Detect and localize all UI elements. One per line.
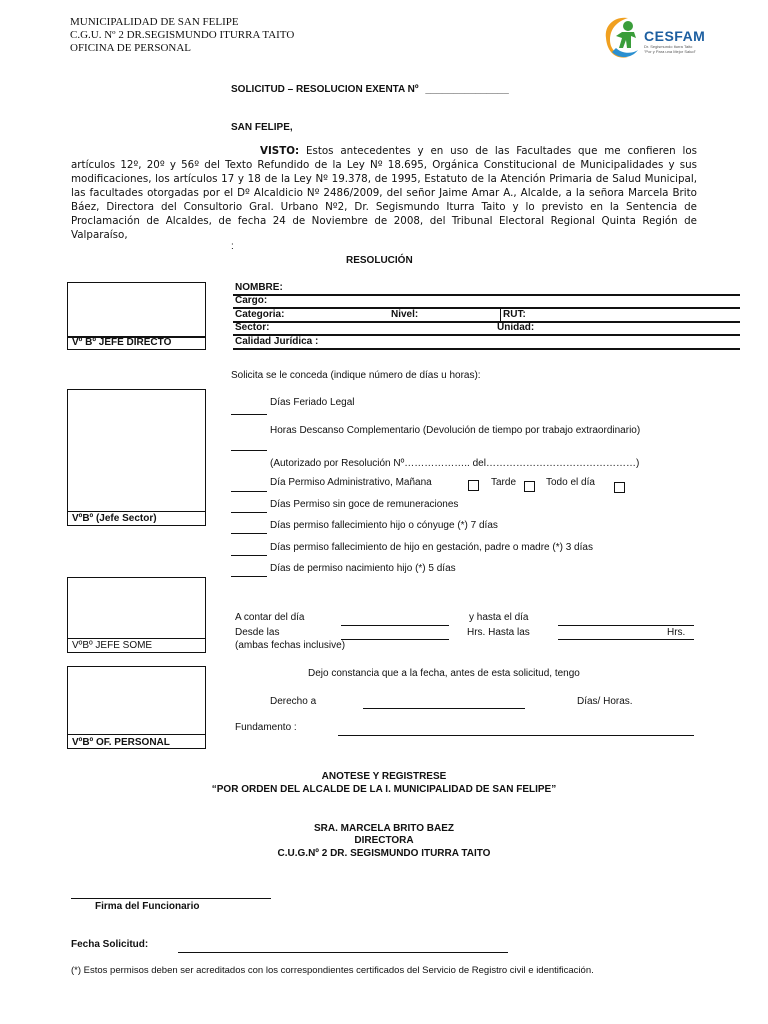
horas-descanso-label: Horas Descanso Complementario (Devolución de tiempo por trabajo extraordinario) bbox=[270, 425, 641, 436]
rut-label: RUT: bbox=[503, 309, 526, 320]
fallecimiento-gestacion-label: Días permiso fallecimiento de hijo en gestación, padre o madre (*) 3 días bbox=[270, 542, 593, 553]
header-block bbox=[70, 16, 294, 55]
sin-goce-label: Días Permiso sin goce de remuneraciones bbox=[270, 499, 459, 510]
logo-title: CESFAM bbox=[644, 28, 706, 44]
nacimiento-label: Días de permiso nacimiento hijo (*) 5 días bbox=[270, 563, 456, 574]
tarde-label: Tarde bbox=[491, 477, 517, 488]
feriado-input-line[interactable] bbox=[231, 414, 267, 415]
tarde-checkbox[interactable] bbox=[524, 481, 535, 492]
fundamento-field[interactable] bbox=[338, 735, 694, 736]
nombre-label: NOMBRE: bbox=[235, 282, 283, 293]
anotese-text: ANOTESE Y REGISTRESE bbox=[321, 771, 447, 782]
document-title-text: SOLICITUD – RESOLUCION EXENTA Nº bbox=[231, 84, 419, 95]
sin-goce-input-line[interactable] bbox=[231, 512, 267, 513]
divider bbox=[67, 511, 206, 512]
nombre-field[interactable] bbox=[233, 294, 740, 296]
visto-label: VISTO: bbox=[260, 145, 300, 157]
cargo-label: Cargo: bbox=[235, 295, 268, 306]
fundamento-label: Fundamento : bbox=[235, 722, 297, 733]
nivel-label: Nivel: bbox=[391, 309, 419, 320]
sector-label: Sector: bbox=[235, 322, 270, 333]
municipality-name: MUNICIPALIDAD DE SAN FELIPE bbox=[70, 16, 239, 28]
fallecimiento-hijo-label: Días permiso fallecimiento hijo o cónyuge (*) 7 días bbox=[270, 520, 498, 531]
todo-dia-checkbox[interactable] bbox=[614, 482, 625, 493]
resolution-number-blank: _______________ bbox=[425, 84, 509, 95]
center-name: C.G.U. Nº 2 DR.SEGISMUNDO ITURRA TAITO bbox=[70, 29, 295, 41]
divider bbox=[67, 638, 206, 639]
fallecimiento-hijo-input-line[interactable] bbox=[231, 533, 267, 534]
constancia-text: Dejo constancia que a la fecha, antes de esta solicitud, tengo bbox=[308, 668, 580, 679]
jefe-sector-signature-box[interactable] bbox=[67, 389, 206, 526]
hrs-label: Hrs. bbox=[667, 627, 686, 638]
visto-text: Estos antecedentes y en uso de las Facultades que me confieren los artículos 12º, 20º y 56º del Texto Refundido de la Ley Nº 18.695, Orgánica Constitucional de Municipalidades y sus modificaciones, los artículos 17 y 18 de la Ley Nº 19.378, de 1995, Estatuto de la Atención Primaria de Salud Municipal, las facultades otorgadas por el Dº Alcaldicio Nº 2486/2009, del señor Jaime Amar A., Alcalde, a la señora Marcela Brito Báez, Directora del Consultorio Gral. Urbano Nº2, Dr. Segismundo Iturra Taito y lo previsto en la Sentencia de Proclamación de Alcaldes, de fecha 24 de Noviembre de 2008, del Tribunal Electoral Regional Quinta Región de Valparaíso, bbox=[71, 145, 697, 241]
request-intro: Solicita se le conceda (indique número de días u horas): bbox=[231, 370, 481, 381]
nacimiento-input-line[interactable] bbox=[231, 576, 267, 577]
autorizado-label: (Autorizado por Resolución Nº……………….. del………………………………………) bbox=[270, 458, 640, 469]
hora-hasta-field[interactable] bbox=[558, 639, 694, 640]
document-title bbox=[231, 84, 509, 95]
dias-horas-label: Días/ Horas. bbox=[577, 696, 633, 707]
a-contar-label: A contar del día bbox=[235, 612, 305, 623]
permiso-admin-input-line[interactable] bbox=[231, 491, 267, 492]
hasta-dia-label: y hasta el día bbox=[469, 612, 529, 623]
todo-dia-label: Todo el día bbox=[546, 477, 595, 488]
feriado-label: Días Feriado Legal bbox=[270, 397, 355, 408]
manana-checkbox[interactable] bbox=[468, 480, 479, 491]
director-org: C.U.G.Nº 2 DR. SEGISMUNDO ITURRA TAITO bbox=[277, 848, 491, 859]
of-personal-label: VºBº OF. PERSONAL bbox=[72, 737, 170, 748]
logo-tagline: "Por y Para una Mejor Salud" bbox=[644, 49, 696, 54]
por-orden-text: “POR ORDEN DEL ALCALDE DE LA I. MUNICIPALIDAD DE SAN FELIPE” bbox=[211, 784, 557, 795]
desde-las-label: Desde las bbox=[235, 627, 280, 638]
director-role: DIRECTORA bbox=[354, 835, 414, 846]
cesfam-logo bbox=[598, 12, 706, 64]
footnote: (*) Estos permisos deben ser acreditados con los correspondientes certificados del Servicio de Registro civil e identificación. bbox=[71, 965, 594, 976]
calidad-field[interactable] bbox=[233, 348, 740, 350]
resolucion-title: RESOLUCIÓN bbox=[346, 255, 413, 266]
fecha-solicitud-field[interactable] bbox=[178, 952, 508, 953]
fecha-solicitud-label: Fecha Solicitud: bbox=[71, 939, 149, 950]
office-name: OFICINA DE PERSONAL bbox=[70, 42, 192, 54]
cesfam-emblem-icon bbox=[598, 12, 644, 64]
calidad-label: Calidad Jurídica : bbox=[235, 336, 319, 347]
ambas-fechas-label: (ambas fechas inclusive) bbox=[235, 640, 346, 651]
visto-paragraph bbox=[71, 144, 697, 242]
firma-signature-line[interactable] bbox=[71, 898, 271, 899]
logo-subtext: Dr. Segismundo Iturra Taito bbox=[644, 44, 693, 49]
jefe-directo-label: Vº Bº JEFE DIRECTO bbox=[72, 337, 172, 348]
permiso-admin-label: Día Permiso Administrativo, Mañana bbox=[270, 477, 432, 488]
fecha-hasta-field[interactable] bbox=[558, 625, 694, 626]
hora-desde-field[interactable] bbox=[341, 639, 449, 640]
director-name: SRA. MARCELA BRITO BAEZ bbox=[314, 823, 454, 834]
jefe-sector-label: VºBº (Jefe Sector) bbox=[72, 513, 157, 524]
derecho-field[interactable] bbox=[363, 708, 525, 709]
categoria-label: Categoria: bbox=[235, 309, 285, 320]
unidad-label: Unidad: bbox=[497, 322, 535, 333]
cargo-field[interactable] bbox=[233, 307, 740, 309]
hasta-las-label: Hrs. Hasta las bbox=[467, 627, 530, 638]
firma-label: Firma del Funcionario bbox=[95, 901, 200, 912]
fallecimiento-gestacion-input-line[interactable] bbox=[231, 555, 267, 556]
divider bbox=[500, 308, 501, 322]
visto-colon: : bbox=[231, 241, 234, 252]
categoria-field[interactable] bbox=[233, 321, 740, 323]
place-label: SAN FELIPE, bbox=[231, 122, 293, 133]
jefe-some-label: VºBº JEFE SOME bbox=[72, 640, 153, 651]
derecho-label: Derecho a bbox=[270, 696, 317, 707]
fecha-desde-field[interactable] bbox=[341, 625, 449, 626]
horas-descanso-input-line[interactable] bbox=[231, 450, 267, 451]
divider bbox=[67, 734, 206, 735]
